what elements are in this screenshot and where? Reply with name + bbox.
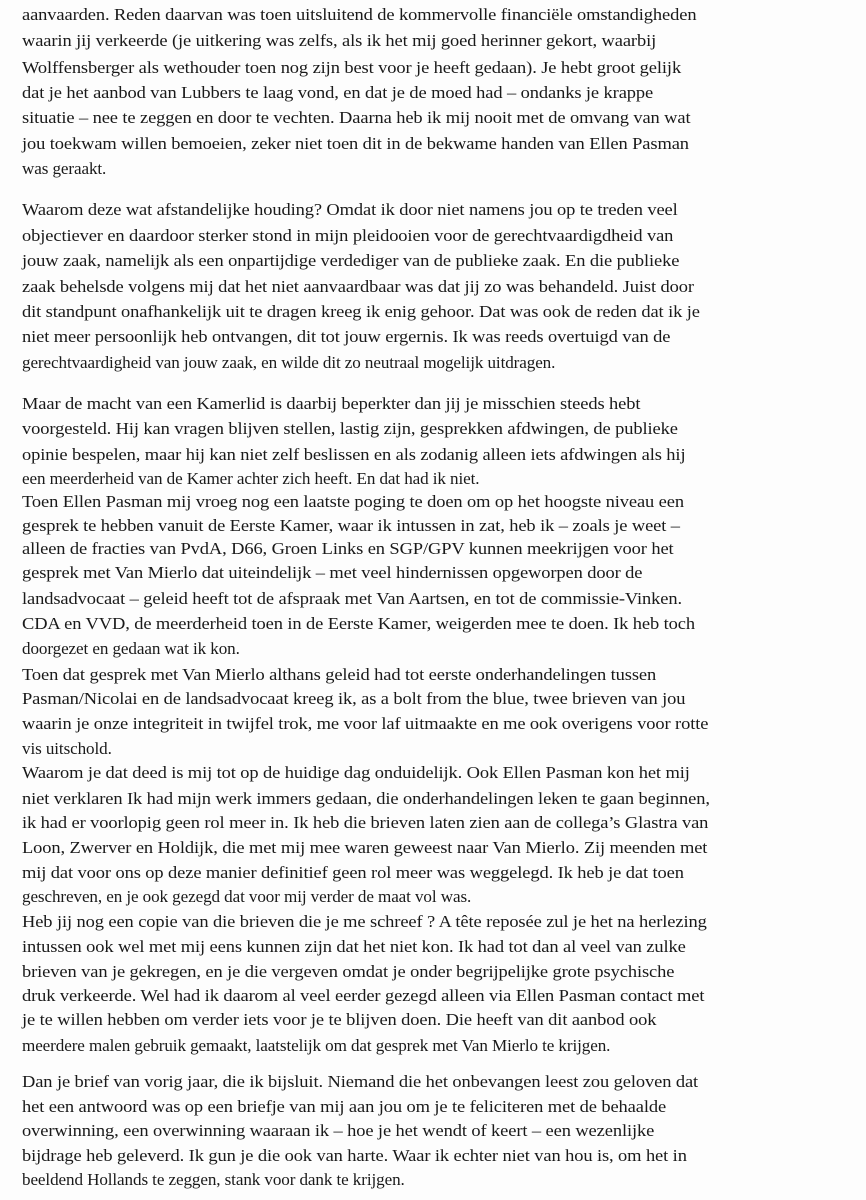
text-line: meerdere malen gebruik gemaakt, laatstelijk om dat gesprek met Van Mierlo te krijgen. bbox=[22, 1035, 611, 1055]
text-line: overwinning, een overwinning waaraan ik – hoe je het wendt of keert – een wezenlijke bbox=[22, 1121, 655, 1141]
text-line: druk verkeerde. Wel had ik daarom al veel eerder gezegd alleen via Ellen Pasman contact met bbox=[22, 986, 705, 1006]
text-line: dit standpunt onafhankelijk uit te dragen kreeg ik enig gehoor. Dat was ook de reden dat ik je bbox=[22, 301, 700, 321]
text-line: waarin je onze integriteit in twijfel trok, me voor laf uitmaakte en me ook overigens voor rotte bbox=[22, 714, 709, 734]
text-line: Heb jij nog een copie van die brieven die je me schreef ? A tête reposée zul je het na herlezing bbox=[22, 911, 707, 931]
text-line: objectiever en daardoor sterker stond in mijn pleidooien voor de gerechtvaardigdheid van bbox=[22, 225, 674, 245]
text-line: Pasman/Nicolai en de landsadvocaat kreeg ik, as a bolt from the blue, twee brieven van jou bbox=[22, 689, 686, 709]
text-line: niet meer persoonlijk heb ontvangen, dit tot jouw ergernis. Ik was reeds overtuigd van de bbox=[22, 327, 671, 347]
text-line: beeldend Hollands te zeggen, stank voor dank te krijgen. bbox=[22, 1170, 405, 1190]
text-line: het een antwoord was op een briefje van mij aan jou om je te feliciteren met de behaalde bbox=[22, 1096, 667, 1116]
text-line: voorgesteld. Hij kan vragen blijven stellen, lastig zijn, gesprekken afdwingen, de publieke bbox=[22, 419, 678, 439]
text-line: Maar de macht van een Kamerlid is daarbij beperkter dan jij je misschien steeds hebt bbox=[22, 394, 641, 414]
text-line: CDA en VVD, de meerderheid toen in de Eerste Kamer, weigerden mee te doen. Ik heb toch bbox=[22, 613, 695, 633]
text-line: je te willen hebben om verder iets voor je te blijven doen. Die heeft van dit aanbod ook bbox=[22, 1010, 657, 1030]
text-line: situatie – nee te zeggen en door te vechten. Daarna heb ik mij nooit met de omvang van wat bbox=[22, 108, 691, 128]
text-line: bijdrage heb geleverd. Ik gun je die ook van harte. Waar ik echter niet van hou is, om het in bbox=[22, 1145, 687, 1165]
text-line: doorgezet en gedaan wat ik kon. bbox=[22, 639, 240, 659]
text-line: Dan je brief van vorig jaar, die ik bijsluit. Niemand die het onbevangen leest zou geloven dat bbox=[22, 1072, 699, 1092]
text-line: niet verklaren Ik had mijn werk immers gedaan, die onderhandelingen leken te gaan beginnen, bbox=[22, 788, 710, 808]
text-line: Waarom je dat deed is mij tot op de huidige dag onduidelijk. Ook Ellen Pasman kon het mij bbox=[22, 763, 690, 783]
text-line: Loon, Zwerver en Holdijk, die met mij mee waren geweest naar Van Mierlo. Zij meenden met bbox=[22, 837, 708, 857]
text-line: aanvaarden. Reden daarvan was toen uitsluitend de kommervolle financiële omstandigheden bbox=[22, 5, 697, 24]
text-line: jouw zaak, namelijk als een onpartijdige verdediger van de publieke zaak. En die publieke bbox=[22, 251, 680, 271]
text-line: was geraakt. bbox=[22, 159, 107, 179]
text-line: Toen dat gesprek met Van Mierlo althans geleid had tot eerste onderhandelingen tussen bbox=[22, 664, 657, 684]
text-line: Wolffensberger als wethouder toen nog zijn best voor je heeft gedaan). Je hebt groot gelijk bbox=[22, 57, 682, 77]
text-line: gerechtvaardigheid van jouw zaak, en wilde dit zo neutraal mogelijk uitdragen. bbox=[22, 352, 556, 372]
text-line: geschreven, en je ook gezegd dat voor mij verder de maat vol was. bbox=[22, 887, 472, 907]
text-line: jou toekwam willen bemoeien, zeker niet toen dit in de bekwame handen van Ellen Pasman bbox=[22, 133, 689, 153]
text-line: dat je het aanbod van Lubbers te laag vond, en dat je de moed had – ondanks je krappe bbox=[22, 82, 654, 102]
text-line: intussen ook wel met mij eens kunnen zijn dat het niet kon. Ik had tot dan al veel van zulke bbox=[22, 937, 686, 957]
text-line: gesprek met Van Mierlo dat uiteindelijk – met veel hindernissen opgeworpen door de bbox=[22, 563, 643, 583]
text-line: brieven van je gekregen, en je die vergeven omdat je onder begrijpelijke grote psychische bbox=[22, 961, 675, 981]
text-line: landsadvocaat – geleid heeft tot de afspraak met Van Aartsen, en tot de commissie-Vinken. bbox=[22, 588, 682, 608]
text-line: opinie bespelen, maar hij kan niet zelf beslissen en als zodanig alleen iets afdwingen als hij bbox=[22, 444, 686, 464]
text-line: Waarom deze wat afstandelijke houding? Omdat ik door niet namens jou op te treden veel bbox=[22, 200, 678, 220]
text-line: Toen Ellen Pasman mij vroeg nog een laatste poging te doen om op het hoogste niveau een bbox=[22, 491, 684, 511]
text-line: een meerderheid van de Kamer achter zich heeft. En dat had ik niet. bbox=[22, 469, 480, 489]
text-line: ik had er voorlopig geen rol meer in. Ik heb die brieven laten zien aan de collega’s Glastra van bbox=[22, 813, 709, 833]
text-line: gesprek te hebben vanuit de Eerste Kamer, waar ik intussen in zat, heb ik – zoals je weet – bbox=[22, 516, 680, 536]
text-line: alleen de fracties van PvdA, D66, Groen Links en SGP/GPV kunnen meekrijgen voor het bbox=[22, 538, 674, 558]
text-line: zaak behelsde volgens mij dat het niet aanvaardbaar was dat jij zo was behandeld. Juist door bbox=[22, 276, 694, 296]
text-line: mij dat voor ons op deze manier definitief geen rol meer was weggelegd. Ik heb je dat toen bbox=[22, 862, 684, 882]
text-line: vis uitschold. bbox=[22, 738, 112, 758]
text-line: waarin jij verkeerde (je uitkering was zelfs, als ik het mij goed herinner gekort, waarbij bbox=[22, 31, 657, 51]
